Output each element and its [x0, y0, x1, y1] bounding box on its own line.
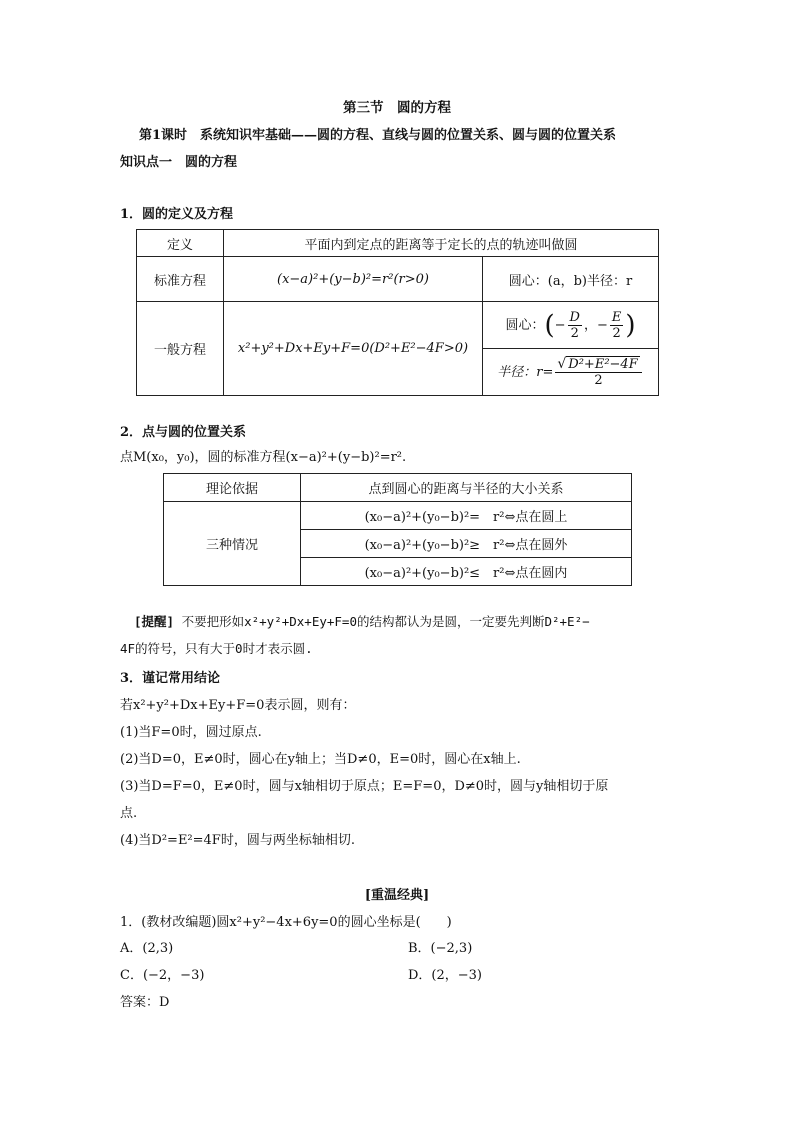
cell-definition-label: 定义 [137, 230, 224, 257]
radius-radicand: D²+E²−4F [568, 356, 638, 372]
lesson-title: 第1课时 系统知识牢基础——圆的方程、直线与圆的位置关系、圆与圆的位置关系 [139, 128, 617, 143]
radius-label: 半径：r= [497, 364, 554, 380]
col-relation: 点到圆心的距离与半径的大小关系 [301, 474, 632, 502]
case-on-circle: (x₀−a)²+(y₀−b)²= r²⇔点在圆上 [301, 502, 632, 530]
cell-definition-text: 平面内到定点的距离等于定长的点的轨迹叫做圆 [224, 230, 659, 257]
fraction-d-num: D [569, 309, 580, 325]
conclusion-3: (3)当D=F=0，E≠0时，圆与x轴相切于原点；E=F=0，D≠0时，圆与y轴相切于原 [120, 779, 609, 794]
fraction-e-num: E [611, 309, 622, 325]
fraction-d-den: 2 [570, 325, 579, 341]
cell-standard-label: 标准方程 [137, 257, 224, 302]
answer: 答案：D [120, 995, 170, 1010]
center-label: 圆心： [505, 317, 545, 333]
case-inside-circle: (x₀−a)²+(y₀−b)²≤ r²⇔点在圆内 [301, 558, 632, 586]
cell-general-radius [483, 349, 659, 396]
conclusion-4: (4)当D²=E²=4F时，圆与两坐标轴相切. [120, 833, 355, 848]
cell-general-label: 一般方程 [137, 302, 224, 396]
part3-heading: 3．谨记常用结论 [120, 671, 221, 686]
fraction-e-den: 2 [612, 325, 621, 341]
radius-fraction [555, 357, 641, 388]
tip-line1 [134, 612, 590, 630]
radius-numerator [555, 357, 641, 373]
cell-general-equation: x²+y²+Dx+Ey+F=0(D²+E²−4F>0) [224, 302, 483, 396]
right-paren: ) [625, 310, 636, 340]
option-b: B．(−2,3) [408, 941, 473, 956]
radius-denominator: 2 [594, 372, 603, 388]
circle-equation-table [136, 229, 659, 396]
part2-heading: 2．点与圆的位置关系 [120, 425, 247, 440]
left-paren: ( [544, 310, 555, 340]
case-outside-circle: (x₀−a)²+(y₀−b)²≥ r²⇔点在圆外 [301, 530, 632, 558]
fraction-e [610, 310, 624, 341]
part1-heading: 1．圆的定义及方程 [120, 207, 234, 222]
tip-label: [提醒] [134, 614, 175, 629]
option-c: C．(−2，−3) [120, 968, 205, 983]
tip-line2: 4F的符号，只有大于0时才表示圆. [120, 641, 313, 656]
part3-intro: 若x²+y²+Dx+Ey+F=0表示圆，则有： [120, 698, 356, 713]
part2-intro: 点M(x₀，y₀)，圆的标准方程(x−a)²+(y−b)²=r². [120, 450, 407, 465]
sqrt-icon: √ [557, 355, 567, 372]
col-theory: 理论依据 [164, 474, 301, 502]
section-title: 第三节 圆的方程 [343, 100, 451, 116]
option-d: D．(2，−3) [408, 968, 483, 983]
conclusion-2: (2)当D=0，E≠0时，圆心在y轴上；当D≠0，E=0时，圆心在x轴上. [120, 752, 521, 767]
conclusion-1: (1)当F=0时，圆过原点. [120, 725, 262, 740]
cell-standard-equation: (x−a)²+(y−b)²=r²(r>0) [224, 257, 483, 302]
review-question: 1．(教材改编题)圆x²+y²−4x+6y=0的圆心坐标是( ) [120, 915, 452, 930]
cell-three-cases: 三种情况 [164, 502, 301, 586]
option-a: A．(2,3) [120, 941, 174, 956]
point-position-table [163, 473, 632, 586]
review-heading: [重温经典] [364, 888, 430, 903]
tip-text1: 不要把形如x²+y²+Dx+Ey+F=0的结构都认为是圆，一定要先判断D²+E²− [181, 614, 590, 629]
cell-general-center: 圆心：(− $\frac{D}{2}$ ，− $\frac{E}{2}$ ) [483, 302, 659, 349]
fraction-d [568, 310, 582, 341]
knowledge-point-heading: 知识点一 圆的方程 [120, 155, 238, 170]
cell-standard-center: 圆心：(a，b)半径：r [483, 257, 659, 302]
conclusion-3-cont: 点. [120, 806, 138, 821]
